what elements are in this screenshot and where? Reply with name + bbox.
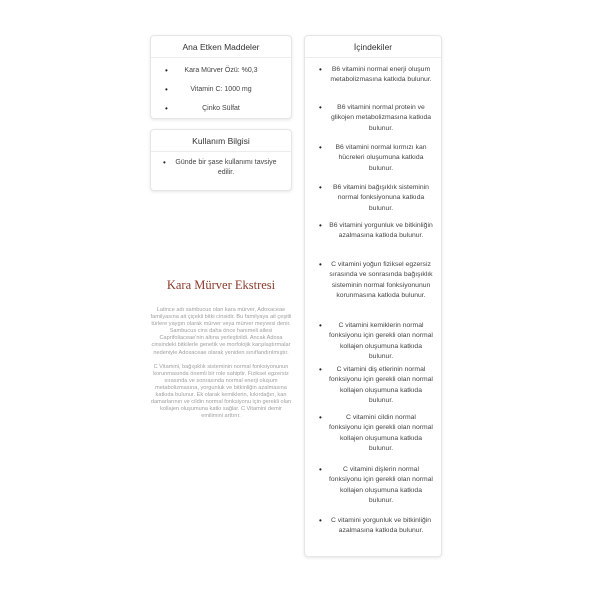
list-item: • Kara Mürver Özü: %0,3: [151, 66, 291, 76]
usage-info-list: [151, 152, 291, 178]
active-ingredients-title: Ana Etken Maddeler: [151, 36, 291, 58]
list-item: • Çinko Sülfat: [151, 104, 291, 114]
list-item: • C vitamini dişlerin normal fonksiyonu için gerekli olan normal kollajen oluşumuna katkıda bulunur.: [305, 465, 443, 507]
list-item: • C vitamini yoğun fiziksel egzersiz sırasında ve sonrasında bağışıklık sisteminin normal fonksiyonunun korunmasına katkıda bulunur.: [305, 260, 443, 302]
active-ingredients-list: [151, 58, 291, 114]
description-paragraph: C Vitamini, bağışıklık sisteminin normal fonksiyonunun korunmasında önemli bir role sahiptir. Fiziksel egzersiz sırasında ve sonrasında normal enerji oluşum metabolizmasına, yorgunluk ve bitkinliğin azalmasına katkıda bulunur. Ek olarak kemiklerin, kıkırdağın, kan damarlarının ve cildin normal fonksiyonu için gerekli olan kollajen oluşumuna katkı sağlar. C Vitamini demir emilimini arttırır.: [150, 363, 292, 420]
product-description: [150, 307, 292, 427]
list-item: • C vitamini cildin normal fonksiyonu için gerekli olan normal kollajen oluşumuna katkıda bulunur.: [305, 413, 443, 455]
list-item: • Günde bir şase kullanımı tavsiye edilir.: [151, 158, 291, 178]
list-item: • B6 vitamini yorgunluk ve bitkinliğin azalmasına katkıda bulunur.: [305, 221, 443, 242]
description-paragraph: Latince adı sambucus olan kara mürver, Adoxaceae familyasına ait çiçekli bitki cinsidir. Bu familyaya ait çeşitli türlere yaygın olarak mürver veya mürver meyvesi denir. Sambucus cins daha önce hanımeli ailesi Caprifoliaceae'nin altına yerleştirildi. Ancak Adoxa cinsindeki bitkilerle genetik ve morfolojik karşılaştırmalar nedeniyle Adoxaceae olarak yeniden sınıflandırılmıştır.: [150, 307, 292, 356]
list-item: • Vitamin C: 1000 mg: [151, 85, 291, 95]
list-item: • C vitamini kemiklerin normal fonksiyonu için gerekli olan normal kollajen oluşumuna katkıda bulunur.: [305, 321, 443, 363]
list-item: • B6 vitamini normal kırmızı kan hücreleri oluşumuna katkıda bulunur.: [305, 143, 443, 174]
list-item: • B6 vitamini normal protein ve glikojen metabolizmasına katkıda bulunur.: [305, 103, 443, 134]
list-item: • C vitamini diş etlerinin normal fonksiyonu için gerekli olan normal kollajen oluşumuna katkıda bulunur.: [305, 365, 443, 407]
list-item: • B6 vitamini bağışıklık sisteminin normal fonksiyonuna katkıda bulunur.: [305, 183, 443, 214]
product-title: Kara Mürver Ekstresi: [166, 278, 276, 292]
usage-info-title: Kullanım Bilgisi: [151, 130, 291, 152]
list-item: • B6 vitamini normal enerji oluşum metabolizmasına katkıda bulunur.: [305, 65, 443, 86]
list-item: • C vitamini yorgunluk ve bitkinliğin azalmasına katkıda bulunur.: [305, 516, 443, 537]
contents-card: [304, 35, 442, 557]
usage-info-card: [150, 129, 292, 191]
contents-title: İçindekiler: [305, 36, 441, 58]
active-ingredients-card: [150, 35, 292, 119]
